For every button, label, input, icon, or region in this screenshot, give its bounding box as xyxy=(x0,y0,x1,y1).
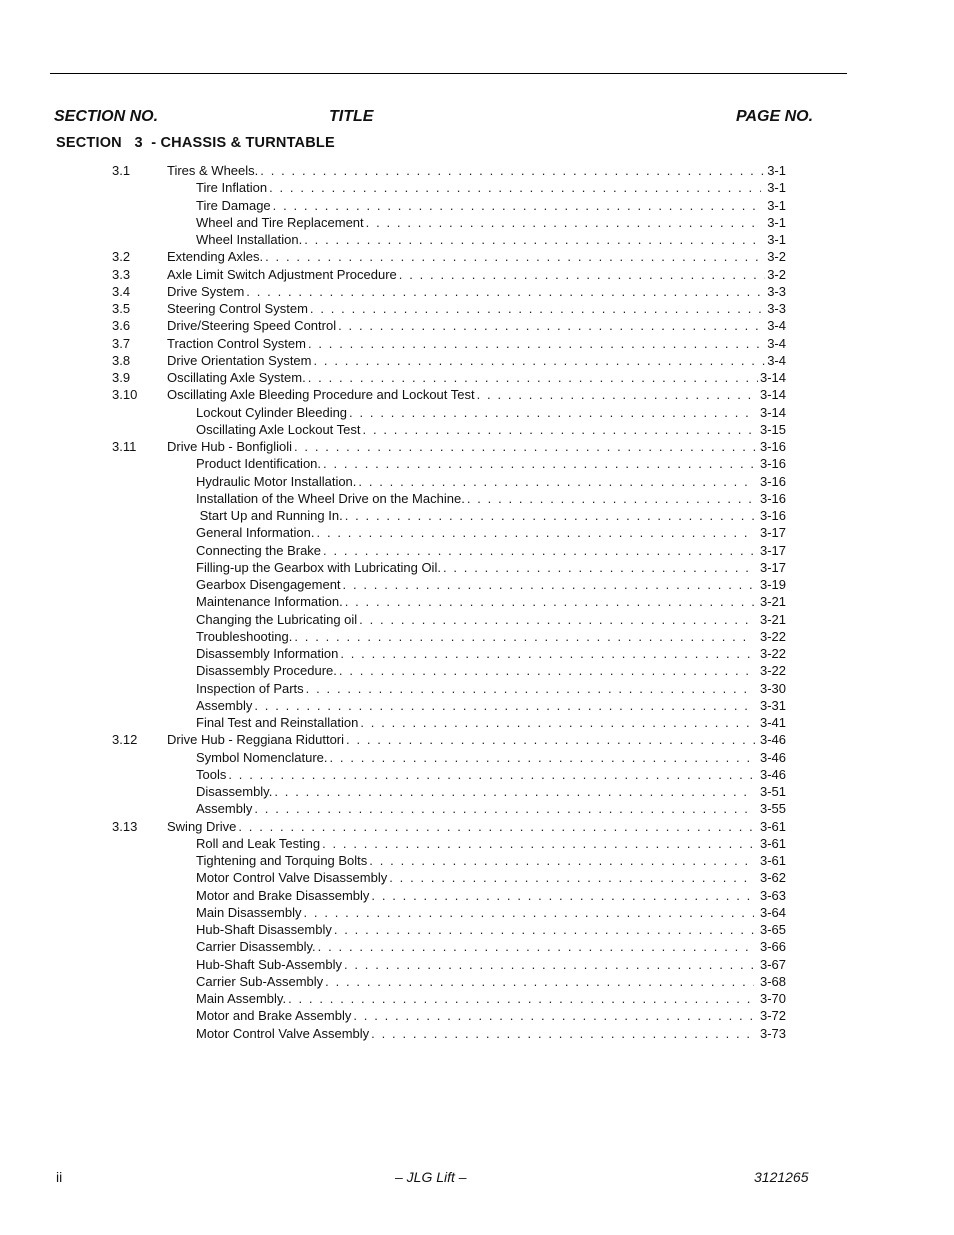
dot-leader xyxy=(254,697,754,714)
dot-leader xyxy=(238,818,758,835)
toc-entry-title: Disassembly Procedure. xyxy=(196,663,337,679)
footer-publisher: – JLG Lift – xyxy=(395,1169,467,1185)
toc-page-number: 3-61 xyxy=(759,853,786,868)
toc-entry-title: Symbol Nomenclature. xyxy=(196,749,328,765)
dot-leader xyxy=(477,386,758,403)
toc-entry[interactable] xyxy=(196,749,786,766)
dot-leader xyxy=(366,214,762,231)
toc-page-number: 3-14 xyxy=(759,370,786,385)
toc-page-number: 3-1 xyxy=(767,163,786,178)
toc-page-number: 3-31 xyxy=(759,697,786,713)
dot-leader xyxy=(306,680,754,697)
toc-entry[interactable] xyxy=(167,335,786,352)
toc-page-number: 3-61 xyxy=(759,835,786,851)
toc-entry-title: Oscillating Axle Lockout Test xyxy=(196,421,361,437)
dot-leader xyxy=(358,473,754,490)
toc-entry-title: Lockout Cylinder Bleeding xyxy=(196,404,348,420)
dot-leader xyxy=(334,921,754,938)
dot-leader xyxy=(343,576,754,593)
toc-entry[interactable] xyxy=(167,731,786,748)
toc-page-number: 3-21 xyxy=(759,594,786,610)
toc-entry-title: Oscillating Axle System. xyxy=(167,370,306,385)
toc-page-number: 3-17 xyxy=(759,542,786,558)
dot-leader xyxy=(288,990,754,1007)
toc-section-number: 3.4 xyxy=(112,283,131,299)
toc-section-number: 3.8 xyxy=(112,352,131,368)
toc-entry[interactable] xyxy=(196,559,786,576)
toc-entry-title: Changing the Lubricating oil xyxy=(196,611,358,627)
toc-entry[interactable] xyxy=(196,611,786,628)
dot-leader xyxy=(346,731,758,748)
dot-leader xyxy=(345,507,754,524)
dot-leader xyxy=(308,369,758,386)
toc-entry-title: Swing Drive xyxy=(167,818,237,834)
dot-leader xyxy=(339,662,754,679)
toc-entry-title: Assembly xyxy=(196,801,253,817)
dot-leader xyxy=(228,766,754,783)
dot-leader xyxy=(325,973,754,990)
toc-section-number: 3.7 xyxy=(112,335,131,351)
toc-entry[interactable] xyxy=(167,352,786,369)
toc-page-number: 3-16 xyxy=(759,508,786,523)
toc-entry-title: Tire Damage xyxy=(196,197,271,213)
toc-page-number: 3-4 xyxy=(767,335,786,351)
dot-leader xyxy=(369,852,754,869)
toc-entry[interactable] xyxy=(167,386,786,403)
toc-page-number: 3-2 xyxy=(767,249,786,265)
toc-page-number: 3-63 xyxy=(759,887,786,903)
toc-entry[interactable] xyxy=(167,818,786,835)
toc-entry-title: Hub-Shaft Sub-Assembly xyxy=(196,956,342,972)
toc-entry-title: Carrier Disassembly. xyxy=(196,939,316,955)
toc-page-number: 3-16 xyxy=(759,456,786,472)
toc-entry-title: Disassembly Information xyxy=(196,646,339,661)
toc-entry[interactable] xyxy=(196,800,786,817)
toc-entry-title: Drive Hub - Reggiana Riduttori xyxy=(167,732,345,748)
toc-entry-title: Drive Hub - Bonfiglioli xyxy=(167,439,292,454)
toc-page-number: 3-14 xyxy=(759,387,786,403)
toc-page-number: 3-1 xyxy=(767,180,786,196)
toc-entry[interactable] xyxy=(196,197,786,214)
toc-entry-title: Traction Control System xyxy=(167,335,306,351)
toc-section-number: 3.11 xyxy=(112,439,137,454)
toc-entry[interactable] xyxy=(167,266,786,283)
toc-entry-title: Motor Control Valve Assembly xyxy=(196,1025,370,1041)
dot-leader xyxy=(318,938,754,955)
toc-entry-title: Axle Limit Switch Adjustment Procedure xyxy=(167,266,397,282)
toc-entry-title: Hub-Shaft Disassembly xyxy=(196,922,332,937)
toc-entry-title: Maintenance Information. xyxy=(196,594,343,610)
toc-entry-title: Main Disassembly xyxy=(196,904,302,920)
toc-entry[interactable] xyxy=(196,938,786,955)
toc-page-number: 3-2 xyxy=(767,266,786,282)
toc-page-number: 3-14 xyxy=(759,404,786,420)
dot-leader xyxy=(322,835,754,852)
dot-leader xyxy=(260,162,765,179)
toc-entry-title: Drive System xyxy=(167,283,245,299)
toc-page-number: 3-22 xyxy=(759,663,786,679)
toc-section-number: 3.10 xyxy=(112,387,138,403)
toc-entry-title: Wheel and Tire Replacement xyxy=(196,214,364,230)
toc-page-number: 3-19 xyxy=(759,577,786,592)
dot-leader xyxy=(294,628,754,645)
dot-leader xyxy=(340,645,754,662)
toc-section-number: 3.13 xyxy=(112,818,138,834)
toc-entry-title: Disassembly. xyxy=(196,784,273,799)
dot-leader xyxy=(304,231,761,248)
toc-entry-title: Drive Orientation System xyxy=(167,352,312,368)
column-header-section-no: SECTION NO. xyxy=(54,108,159,125)
dot-leader xyxy=(246,283,765,300)
dot-leader xyxy=(274,783,754,800)
toc-page-number: 3-22 xyxy=(759,628,786,644)
toc-page-number: 3-21 xyxy=(759,611,786,627)
toc-entry[interactable] xyxy=(196,214,786,231)
toc-page-number: 3-65 xyxy=(759,922,786,937)
toc-entry-title: Hydraulic Motor Installation. xyxy=(196,473,357,489)
toc-entry-title: Troubleshooting. xyxy=(196,628,293,644)
toc-page-number: 3-73 xyxy=(759,1025,786,1041)
dot-leader xyxy=(323,542,754,559)
toc-entry[interactable] xyxy=(167,248,786,265)
toc-page-number: 3-46 xyxy=(759,749,786,765)
toc-page-number: 3-46 xyxy=(759,766,786,782)
toc-entry[interactable] xyxy=(196,645,786,662)
dot-leader xyxy=(308,335,765,352)
dot-leader xyxy=(303,904,753,921)
toc-entry[interactable] xyxy=(196,887,786,904)
toc-entry-title: Tightening and Torquing Bolts xyxy=(196,853,368,868)
toc-page-number: 3-1 xyxy=(767,214,786,230)
toc-page-number: 3-4 xyxy=(767,352,786,368)
toc-page-number: 3-61 xyxy=(759,818,786,834)
toc-entry[interactable] xyxy=(196,593,786,610)
toc-entry[interactable] xyxy=(196,852,786,869)
toc-page-number: 3-17 xyxy=(759,525,786,541)
dot-leader xyxy=(389,869,754,886)
toc-entry-title: Drive/Steering Speed Control xyxy=(167,318,337,334)
dot-leader xyxy=(265,248,765,265)
toc-entry[interactable] xyxy=(167,283,786,300)
toc-entry[interactable] xyxy=(167,369,786,386)
toc-section-number: 3.1 xyxy=(112,163,131,178)
toc-page-number: 3-66 xyxy=(759,939,786,955)
toc-entry-title: Extending Axles. xyxy=(167,249,264,265)
toc-page-number: 3-1 xyxy=(767,232,786,247)
toc-page-number: 3-51 xyxy=(759,784,786,799)
toc-entry[interactable] xyxy=(196,662,786,679)
toc-entry[interactable] xyxy=(196,783,786,800)
toc-page-number: 3-62 xyxy=(759,870,786,886)
toc-entry-title: Product Identification. xyxy=(196,456,322,472)
toc-entry[interactable] xyxy=(196,869,786,886)
toc-entry-title: Motor Control Valve Disassembly xyxy=(196,870,388,886)
toc-section-number: 3.3 xyxy=(112,266,131,282)
toc-entry[interactable] xyxy=(196,990,786,1007)
toc-page-number: 3-64 xyxy=(759,904,786,920)
toc-entry[interactable] xyxy=(196,490,786,507)
toc-entry[interactable] xyxy=(196,766,786,783)
toc-page-number: 3-3 xyxy=(767,301,786,316)
toc-entry-title: Motor and Brake Assembly xyxy=(196,1008,352,1024)
toc-entry-title: Filling-up the Gearbox with Lubricating Oil. xyxy=(196,559,441,575)
toc-entry[interactable] xyxy=(167,162,786,179)
toc-entry-title: Start Up and Running In. xyxy=(196,508,343,523)
toc-section-number: 3.9 xyxy=(112,370,131,385)
toc-entry[interactable] xyxy=(196,473,786,490)
toc-entry-title: Assembly xyxy=(196,697,253,713)
toc-entry[interactable] xyxy=(196,421,786,438)
dot-leader xyxy=(338,317,765,334)
toc-entry-title: Wheel Installation. xyxy=(196,232,303,247)
toc-entry[interactable] xyxy=(196,542,786,559)
dot-leader xyxy=(317,524,754,541)
section-heading: SECTION 3 - CHASSIS & TURNTABLE xyxy=(56,135,335,151)
dot-leader xyxy=(360,714,754,731)
toc-entry[interactable] xyxy=(196,956,786,973)
dot-leader xyxy=(371,887,754,904)
toc-entry-title: General Information. xyxy=(196,525,315,541)
dot-leader xyxy=(330,749,754,766)
toc-entry-title: Carrier Sub-Assembly xyxy=(196,973,324,989)
toc-page-number: 3-16 xyxy=(759,490,786,506)
toc-entry[interactable] xyxy=(196,628,786,645)
toc-section-number: 3.5 xyxy=(112,301,131,316)
toc-entry[interactable] xyxy=(196,714,786,731)
toc-entry[interactable] xyxy=(196,1007,786,1024)
toc-entry[interactable] xyxy=(196,921,786,938)
toc-entry[interactable] xyxy=(196,697,786,714)
dot-leader xyxy=(269,179,761,196)
toc-page-number: 3-72 xyxy=(759,1008,786,1024)
dot-leader xyxy=(314,352,766,369)
toc-page-number: 3-16 xyxy=(759,473,786,489)
toc-section-number: 3.2 xyxy=(112,249,131,265)
toc-entry-title: Steering Control System xyxy=(167,301,308,316)
dot-leader xyxy=(359,611,754,628)
dot-leader xyxy=(254,800,754,817)
toc-entry-title: Gearbox Disengagement xyxy=(196,577,341,592)
dot-leader xyxy=(371,1025,754,1042)
toc-entry[interactable] xyxy=(167,300,786,317)
toc-page-number: 3-70 xyxy=(759,991,786,1006)
dot-leader xyxy=(310,300,765,317)
toc-entry-title: Motor and Brake Disassembly xyxy=(196,887,370,903)
dot-leader xyxy=(467,490,754,507)
toc-entry[interactable] xyxy=(196,680,786,697)
toc-page-number: 3-17 xyxy=(759,559,786,575)
column-header-page-no: PAGE NO. xyxy=(736,108,814,125)
top-rule xyxy=(50,73,847,74)
footer-document-number: 3121265 xyxy=(754,1169,809,1185)
toc-entry[interactable] xyxy=(167,317,786,334)
toc-page-number: 3-46 xyxy=(759,732,786,748)
toc-entry-title: Installation of the Wheel Drive on the Machine. xyxy=(196,490,465,506)
toc-entry[interactable] xyxy=(196,973,786,990)
toc-page-number: 3-30 xyxy=(759,680,786,696)
toc-entry[interactable] xyxy=(196,404,786,421)
dot-leader xyxy=(345,593,754,610)
toc-entry[interactable] xyxy=(196,231,786,248)
dot-leader xyxy=(273,197,762,214)
toc-page-number: 3-16 xyxy=(759,439,786,454)
toc-entry[interactable] xyxy=(196,1025,786,1042)
toc-entry-title: Tire Inflation xyxy=(196,180,268,196)
toc-entry[interactable] xyxy=(196,576,786,593)
column-header-title: TITLE xyxy=(329,108,374,125)
toc-page-number: 3-15 xyxy=(759,421,786,437)
toc-entry[interactable] xyxy=(167,438,786,455)
toc-entry-title: Main Assembly. xyxy=(196,991,287,1006)
dot-leader xyxy=(294,438,758,455)
toc-entry[interactable] xyxy=(196,835,786,852)
dot-leader xyxy=(349,404,754,421)
toc-page-number: 3-55 xyxy=(759,801,786,817)
dot-leader xyxy=(443,559,754,576)
toc-entry[interactable] xyxy=(196,179,786,196)
dot-leader xyxy=(344,956,754,973)
toc-page-number: 3-22 xyxy=(759,646,786,661)
toc-page-number: 3-1 xyxy=(767,197,786,213)
toc-entry-title: Connecting the Brake xyxy=(196,542,322,558)
toc-entry[interactable] xyxy=(196,904,786,921)
toc-section-number: 3.6 xyxy=(112,318,131,334)
toc-section-number: 3.12 xyxy=(112,732,138,748)
dot-leader xyxy=(363,421,754,438)
toc-entry-title: Oscillating Axle Bleeding Procedure and Lockout Test xyxy=(167,387,475,403)
footer-page-number: ii xyxy=(56,1169,63,1185)
toc-entry[interactable] xyxy=(196,455,786,472)
toc-entry-title: Tires & Wheels. xyxy=(167,163,259,178)
dot-leader xyxy=(323,455,754,472)
toc-page-number: 3-68 xyxy=(759,973,786,989)
toc-entry-title: Inspection of Parts xyxy=(196,680,304,696)
toc-page-number: 3-4 xyxy=(767,318,786,334)
toc-page-number: 3-3 xyxy=(767,283,786,299)
toc-entry-title: Final Test and Reinstallation xyxy=(196,715,359,730)
toc-page-number: 3-67 xyxy=(759,956,786,972)
dot-leader xyxy=(353,1007,754,1024)
toc-page-number: 3-41 xyxy=(759,715,786,730)
toc-entry-title: Tools xyxy=(196,766,227,782)
toc-entry[interactable] xyxy=(196,507,786,524)
toc-entry-title: Roll and Leak Testing xyxy=(196,835,321,851)
toc-entry[interactable] xyxy=(196,524,786,541)
dot-leader xyxy=(399,266,765,283)
